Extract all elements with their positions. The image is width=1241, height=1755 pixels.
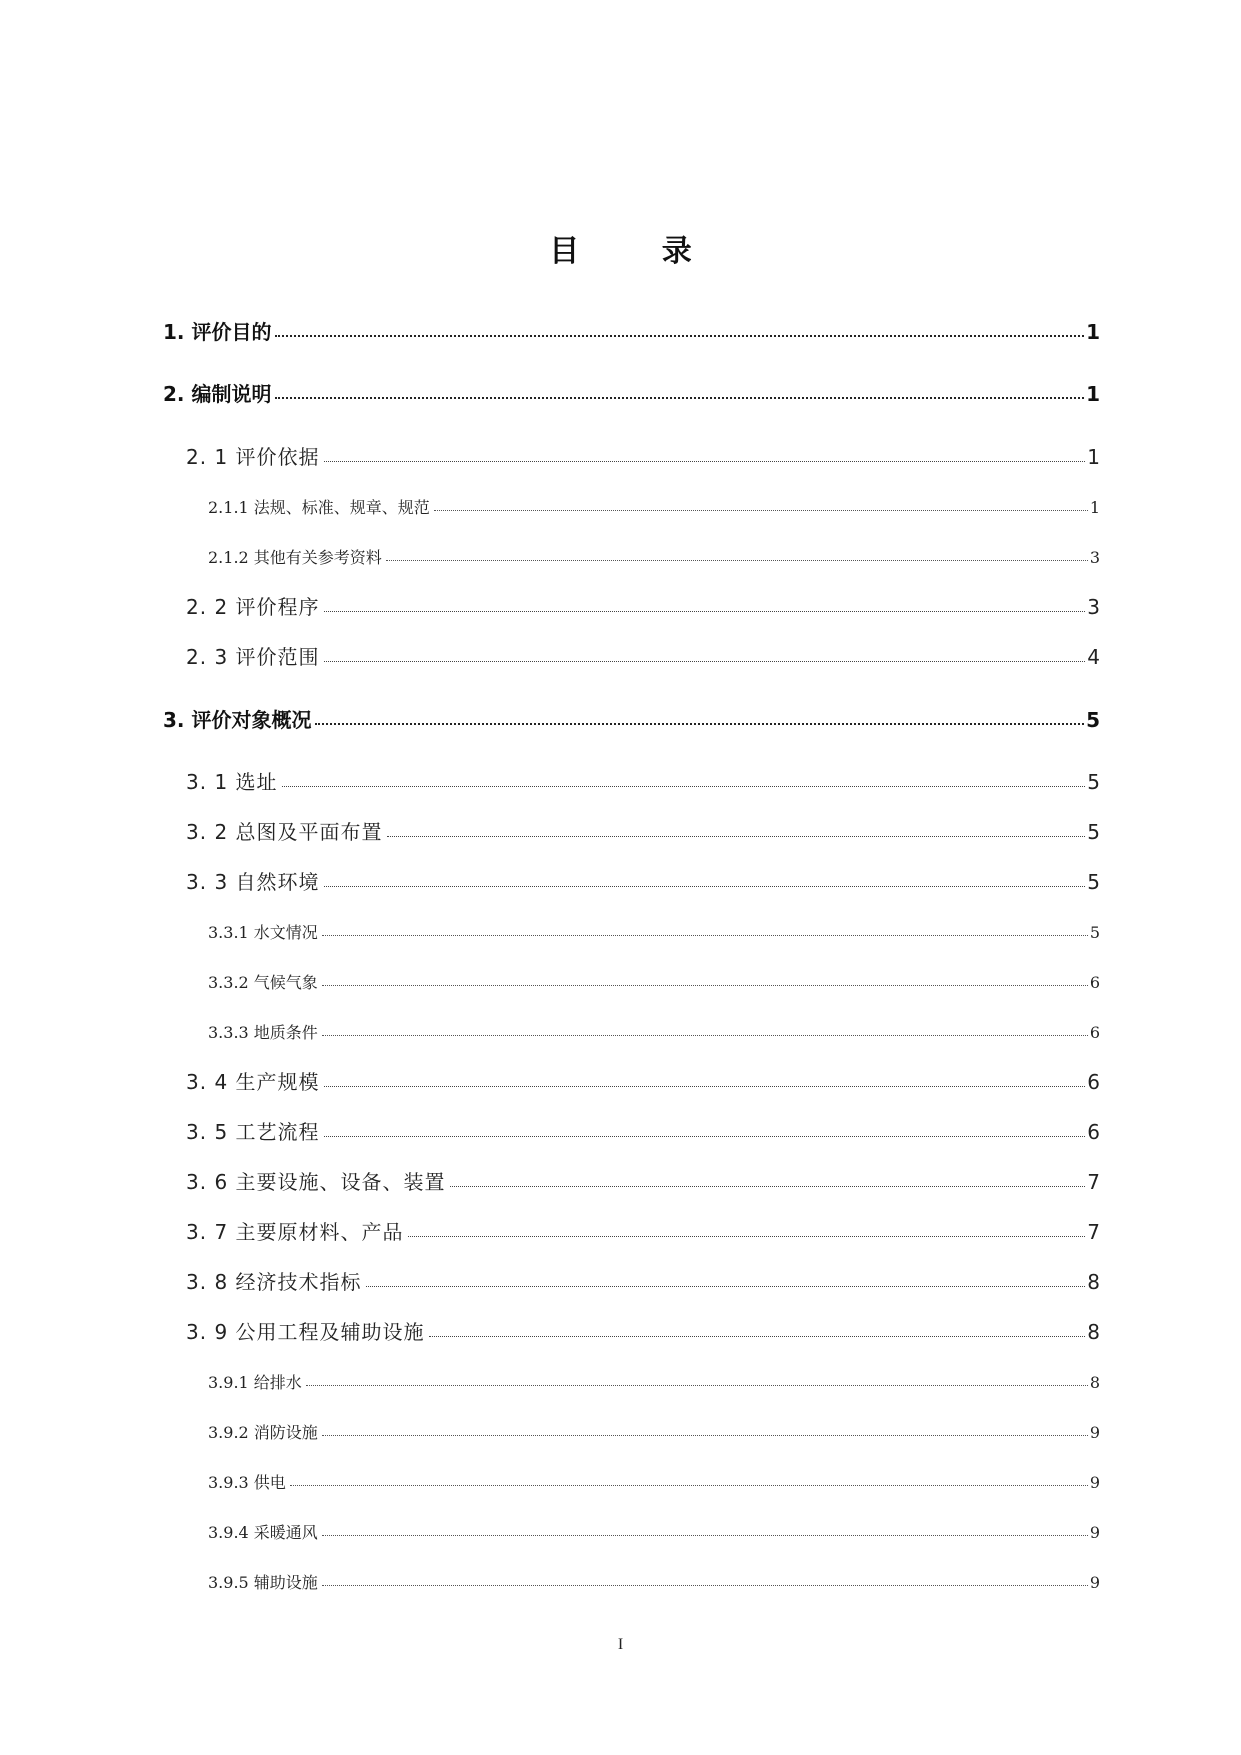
toc-entry[interactable] — [163, 316, 1100, 345]
toc-entry-label: 3.9.4 采暖通风 — [208, 1523, 318, 1542]
toc-entry-page-number: 1 — [1086, 320, 1100, 344]
toc-entry[interactable] — [186, 866, 1100, 895]
toc-entry-page-number: 5 — [1087, 820, 1100, 844]
toc-entry[interactable] — [208, 1420, 1100, 1443]
toc-entry-label: 2.1.2 其他有关参考资料 — [208, 548, 382, 567]
toc-dot-leader — [387, 819, 1086, 839]
toc-entry-label: 1. 评价目的 — [163, 320, 272, 344]
toc-entry-page-number: 1 — [1087, 445, 1100, 469]
toc-dot-leader — [324, 1119, 1086, 1139]
toc-entry-page-number: 5 — [1087, 770, 1100, 794]
toc-dot-leader — [366, 1269, 1086, 1289]
toc-entry-page-number: 3 — [1089, 548, 1100, 567]
toc-entry-label: 3. 7 主要原材料、产品 — [186, 1220, 404, 1244]
toc-dot-leader — [290, 1472, 1088, 1488]
toc-dot-leader — [324, 594, 1086, 614]
toc-dot-leader — [408, 1219, 1086, 1239]
toc-entry-page-number: 7 — [1087, 1220, 1100, 1244]
toc-dot-leader — [386, 547, 1088, 563]
toc-entry-page-number: 7 — [1087, 1170, 1100, 1194]
page-number-footer: I — [617, 1636, 624, 1653]
toc-entry-page-number: 8 — [1089, 1373, 1100, 1392]
toc-dot-leader — [434, 497, 1088, 513]
toc-entry-page-number: 6 — [1089, 973, 1100, 992]
toc-entry[interactable] — [208, 545, 1100, 568]
toc-entry-label: 3.9.3 供电 — [208, 1473, 286, 1492]
toc-entry-label: 3.3.1 水文情况 — [208, 923, 318, 942]
toc-entry[interactable] — [186, 766, 1100, 795]
toc-dot-leader — [275, 381, 1084, 401]
toc-entry-label: 3. 3 自然环境 — [186, 870, 320, 894]
toc-entry[interactable] — [208, 970, 1100, 993]
toc-entry-page-number: 4 — [1087, 645, 1100, 669]
toc-dot-leader — [429, 1319, 1086, 1339]
toc-entry-label: 3. 2 总图及平面布置 — [186, 820, 383, 844]
toc-entry-label: 2.1.1 法规、标准、规章、规范 — [208, 498, 430, 517]
toc-entry-label: 3.9.2 消防设施 — [208, 1423, 318, 1442]
toc-entry-page-number: 3 — [1087, 595, 1100, 619]
toc-entry[interactable] — [208, 1020, 1100, 1043]
toc-dot-leader — [324, 644, 1086, 664]
toc-entry[interactable] — [163, 378, 1100, 407]
toc-dot-leader — [322, 1572, 1088, 1588]
toc-dot-leader — [306, 1372, 1088, 1388]
toc-entry-page-number: 8 — [1087, 1270, 1100, 1294]
toc-entry[interactable] — [186, 1316, 1100, 1345]
toc-entry-page-number: 9 — [1089, 1523, 1100, 1542]
toc-dot-leader — [324, 444, 1086, 464]
toc-entry[interactable] — [186, 1066, 1100, 1095]
toc-entry-page-number: 9 — [1089, 1473, 1100, 1492]
toc-entry-page-number: 6 — [1087, 1120, 1100, 1144]
toc-entry-label: 2. 1 评价依据 — [186, 445, 320, 469]
toc-entry-page-number: 1 — [1089, 498, 1100, 517]
toc-dot-leader — [275, 319, 1084, 339]
toc-entry-label: 3.9.5 辅助设施 — [208, 1573, 318, 1592]
toc-entry-page-number: 9 — [1089, 1573, 1100, 1592]
toc-dot-leader — [324, 1069, 1086, 1089]
toc-dot-leader — [450, 1169, 1086, 1189]
toc-entry-label: 3. 5 工艺流程 — [186, 1120, 320, 1144]
toc-entry[interactable] — [186, 1116, 1100, 1145]
toc-entry-label: 3. 8 经济技术指标 — [186, 1270, 362, 1294]
toc-entry[interactable] — [163, 704, 1100, 733]
toc-entry[interactable] — [186, 816, 1100, 845]
toc-entry[interactable] — [186, 1216, 1100, 1245]
toc-entry[interactable] — [208, 1520, 1100, 1543]
toc-entry-page-number: 6 — [1087, 1070, 1100, 1094]
toc-entry[interactable] — [208, 1370, 1100, 1393]
toc-entry-label: 3. 1 选址 — [186, 770, 278, 794]
toc-entry[interactable] — [186, 641, 1100, 670]
toc-title: 目 录 — [549, 234, 728, 269]
toc-dot-leader — [322, 1022, 1088, 1038]
toc-dot-leader — [324, 869, 1086, 889]
toc-entry-page-number: 5 — [1087, 870, 1100, 894]
toc-dot-leader — [322, 1522, 1088, 1538]
toc-entry[interactable] — [186, 591, 1100, 620]
toc-dot-leader — [322, 972, 1088, 988]
toc-entry-page-number: 9 — [1089, 1423, 1100, 1442]
toc-dot-leader — [315, 707, 1084, 727]
toc-entry[interactable] — [208, 1570, 1100, 1593]
toc-entry-label: 3. 4 生产规模 — [186, 1070, 320, 1094]
toc-entry[interactable] — [208, 1470, 1100, 1493]
toc-entry-label: 2. 3 评价范围 — [186, 645, 320, 669]
toc-entry[interactable] — [186, 1266, 1100, 1295]
toc-entry-page-number: 5 — [1089, 923, 1100, 942]
toc-entry[interactable] — [208, 495, 1100, 518]
toc-dot-leader — [282, 769, 1086, 789]
toc-entry[interactable] — [186, 441, 1100, 470]
toc-entry-page-number: 6 — [1089, 1023, 1100, 1042]
toc-entry-page-number: 1 — [1086, 382, 1100, 406]
toc-entry-label: 3.9.1 给排水 — [208, 1373, 302, 1392]
toc-entry-label: 2. 2 评价程序 — [186, 595, 320, 619]
toc-entry-label: 3. 9 公用工程及辅助设施 — [186, 1320, 425, 1344]
toc-entry-page-number: 5 — [1086, 708, 1100, 732]
toc-entry[interactable] — [208, 920, 1100, 943]
toc-dot-leader — [322, 1422, 1088, 1438]
toc-entry-label: 3.3.2 气候气象 — [208, 973, 318, 992]
toc-dot-leader — [322, 922, 1088, 938]
toc-entry[interactable] — [186, 1166, 1100, 1195]
toc-entry-label: 3.3.3 地质条件 — [208, 1023, 318, 1042]
toc-entry-label: 3. 评价对象概况 — [163, 708, 312, 732]
toc-entry-page-number: 8 — [1087, 1320, 1100, 1344]
toc-entry-label: 3. 6 主要设施、设备、装置 — [186, 1170, 446, 1194]
toc-entry-label: 2. 编制说明 — [163, 382, 272, 406]
